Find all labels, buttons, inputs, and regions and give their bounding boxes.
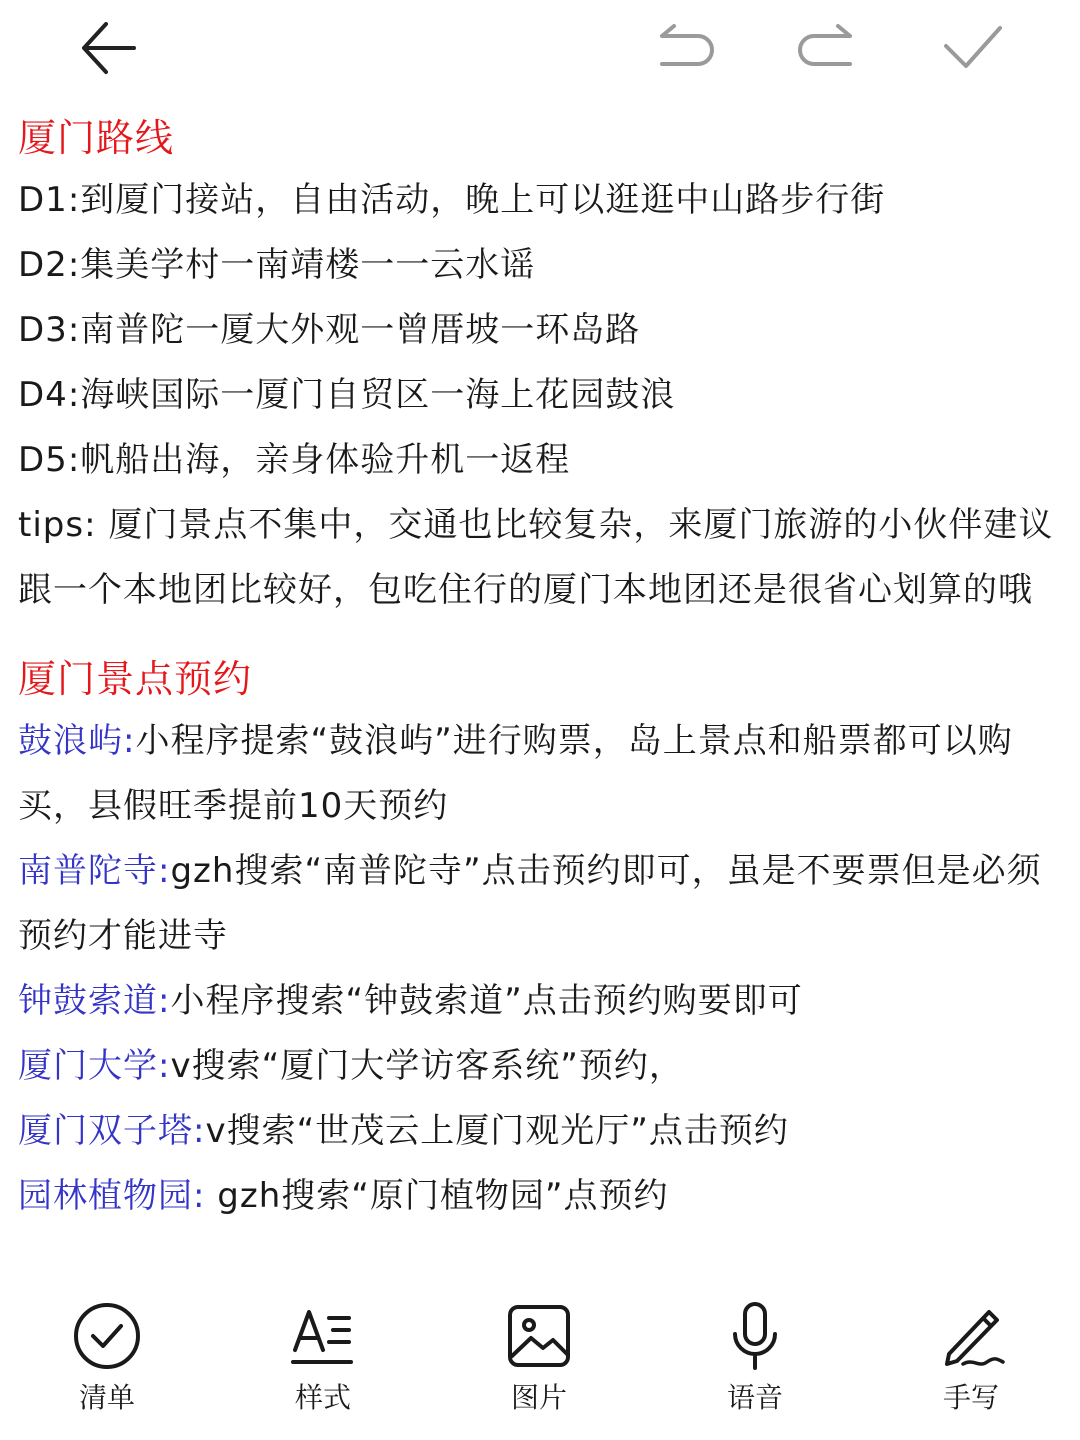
- spot-name: 南普陀寺:: [18, 851, 171, 891]
- spot-name: 厦门大学:: [18, 1046, 171, 1086]
- top-toolbar: [0, 0, 1080, 100]
- spot-instructions: 小程序提索“鼓浪屿”进行购票，岛上景点和船票都可以购买，县假旺季提前10天预约: [18, 721, 1013, 826]
- style-label: 样式: [294, 1381, 351, 1414]
- route-tips: tips: 厦门景点不集中，交通也比较复杂，来厦门旅游的小伙伴建议跟一个本地团比较好，包吃住行的厦门本地团还是很省心划算的哦: [18, 505, 1054, 610]
- microphone-icon: [717, 1298, 793, 1374]
- style-button[interactable]: [248, 1292, 398, 1432]
- note-content[interactable]: [18, 108, 1066, 1229]
- bottom-toolbar: [0, 1292, 1080, 1440]
- route-day-4: D4:海峡国际一厦门自贸区一海上花园鼓浪: [18, 375, 676, 415]
- route-heading: 厦门路线: [18, 116, 175, 160]
- undo-icon: [652, 16, 716, 80]
- booking-item: [18, 1099, 1066, 1164]
- voice-label: 语音: [726, 1381, 783, 1414]
- spot-instructions: gzh搜索“南普陀寺”点击预约即可，虽是不要票但是必须预约才能进寺: [18, 851, 1042, 956]
- handwriting-label: 手写: [942, 1381, 999, 1414]
- route-day-2: D2:集美学村一南靖楼一一云水谣: [18, 245, 536, 285]
- spot-instructions: gzh搜索“原门植物园”点预约: [205, 1176, 669, 1216]
- confirm-button[interactable]: [936, 12, 1008, 84]
- spot-instructions: v搜索“厦门大学访客系统”预约，: [170, 1046, 684, 1086]
- image-button[interactable]: [464, 1292, 614, 1432]
- text-style-icon: [285, 1298, 361, 1374]
- route-day-5: D5:帆船出海，亲身体验升机一返程: [18, 440, 571, 480]
- spot-name: 厦门双子塔:: [18, 1111, 206, 1151]
- booking-item: [18, 1164, 1066, 1229]
- checklist-button[interactable]: [32, 1292, 182, 1432]
- spot-name: 园林植物园:: [18, 1176, 206, 1216]
- booking-item: [18, 969, 1066, 1034]
- voice-button[interactable]: [680, 1292, 830, 1432]
- spot-name: 钟鼓索道:: [18, 981, 171, 1021]
- booking-item: [18, 1034, 1066, 1099]
- booking-item: [18, 839, 1066, 969]
- section-spacer: [18, 623, 1066, 649]
- checklist-label: 清单: [78, 1381, 135, 1414]
- checklist-icon: [69, 1298, 145, 1374]
- back-button[interactable]: [72, 12, 144, 84]
- image-label: 图片: [510, 1381, 567, 1414]
- check-icon: [940, 16, 1004, 80]
- booking-item: [18, 709, 1066, 839]
- arrow-left-icon: [76, 16, 140, 80]
- spot-instructions: v搜索“世茂云上厦门观光厅”点击预约: [205, 1111, 789, 1151]
- spot-name: 鼓浪屿:: [18, 721, 136, 761]
- route-day-1: D1:到厦门接站，自由活动，晚上可以逛逛中山路步行街: [18, 180, 886, 220]
- redo-icon: [796, 16, 860, 80]
- handwriting-button[interactable]: [896, 1292, 1046, 1432]
- booking-heading: 厦门景点预约: [18, 657, 253, 701]
- spot-instructions: 小程序搜索“钟鼓索道”点击预约购要即可: [170, 981, 803, 1021]
- pen-icon: [933, 1298, 1009, 1374]
- undo-button[interactable]: [648, 12, 720, 84]
- route-day-3: D3:南普陀一厦大外观一曾厝坡一环岛路: [18, 310, 641, 350]
- image-icon: [501, 1298, 577, 1374]
- redo-button[interactable]: [792, 12, 864, 84]
